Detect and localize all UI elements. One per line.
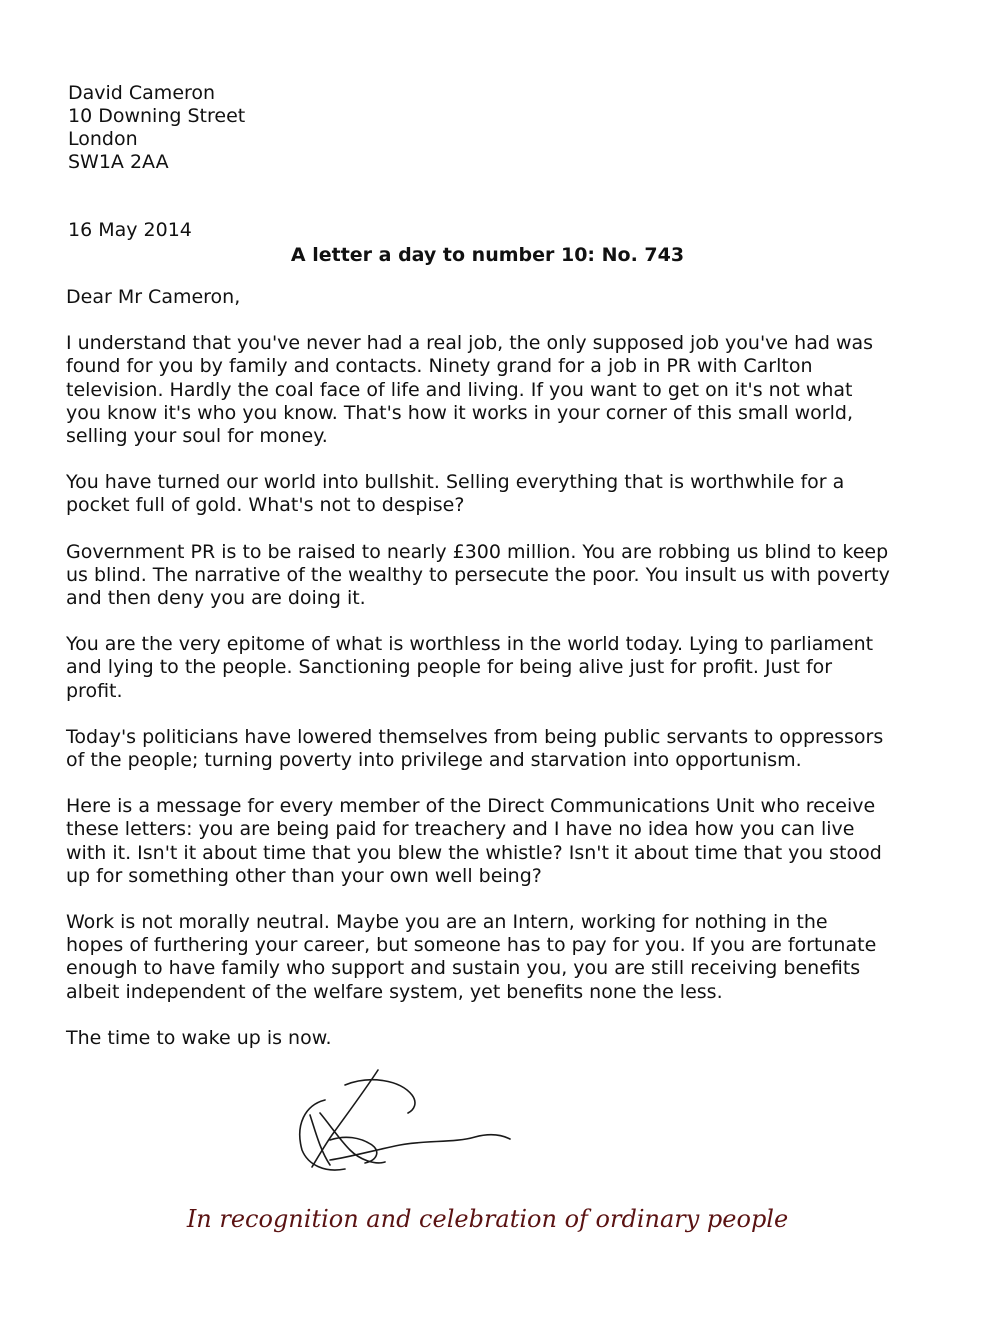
body-paragraph	[66, 726, 916, 772]
paragraph-line: hopes of furthering your career, but someone has to pay for you. If you are fortunate	[66, 934, 877, 957]
paragraph-line: television. Hardly the coal face of life and living. If you want to get on it's not what	[66, 378, 853, 401]
paragraph-line: and lying to the people. Sanctioning people for being alive just for profit. Just for	[66, 656, 833, 679]
paragraph-line: Here is a message for every member of the Direct Communications Unit who receive	[66, 795, 876, 818]
letter-date: 16 May 2014	[68, 219, 192, 241]
body-paragraph	[66, 332, 916, 448]
body-paragraph	[66, 541, 916, 611]
paragraph-line: and then deny you are doing it.	[66, 587, 366, 610]
paragraph-line: Work is not morally neutral. Maybe you are an Intern, working for nothing in the	[66, 911, 828, 934]
paragraph-line: us blind. The narrative of the wealthy to persecute the poor. You insult us with poverty	[66, 563, 890, 586]
paragraph-line: Government PR is to be raised to nearly £300 million. You are robbing us blind to keep	[66, 540, 889, 563]
paragraph-line: pocket full of gold. What's not to despise?	[66, 494, 465, 517]
paragraph-line: with it. Isn't it about time that you blew the whistle? Isn't it about time that you stood	[66, 841, 882, 864]
recipient-name: David Cameron	[68, 82, 216, 104]
paragraph-line: profit.	[66, 679, 123, 702]
paragraph-line: these letters: you are being paid for treachery and I have no idea how you can live	[66, 818, 855, 841]
paragraph-line: You have turned our world into bullshit. Selling everything that is worthwhile for a	[66, 471, 845, 494]
paragraph-line: The time to wake up is now.	[66, 1026, 332, 1049]
body-paragraph	[66, 633, 916, 703]
letter-paragraphs	[66, 332, 916, 1050]
paragraph-line: up for something other than your own well being?	[66, 864, 542, 887]
recipient-postcode: SW1A 2AA	[68, 151, 169, 173]
paragraph-line: you know it's who you know. That's how it works in your corner of this small world,	[66, 401, 853, 424]
signature	[290, 1065, 520, 1185]
recipient-address	[68, 82, 245, 174]
tagline: In recognition and celebration of ordinary people	[186, 1205, 789, 1233]
paragraph-line: of the people; turning poverty into privilege and starvation into opportunism.	[66, 749, 802, 772]
body-paragraph	[66, 795, 916, 888]
paragraph-line: Today's politicians have lowered themselves from being public servants to oppressors	[66, 725, 884, 748]
paragraph-line: found for you by family and contacts. Ninety grand for a job in PR with Carlton	[66, 355, 813, 378]
letter-heading: A letter a day to number 10: No. 743	[290, 244, 685, 266]
recipient-street: 10 Downing Street	[68, 105, 246, 127]
paragraph-line: enough to have family who support and sustain you, you are still receiving benefits	[66, 957, 861, 980]
letter-body	[66, 286, 916, 1073]
body-paragraph	[66, 471, 916, 517]
body-paragraph	[66, 1027, 916, 1050]
paragraph-line: You are the very epitome of what is worthless in the world today. Lying to parliament	[66, 633, 874, 656]
paragraph-line: albeit independent of the welfare system, yet benefits none the less.	[66, 980, 723, 1003]
paragraph-line: selling your soul for money.	[66, 425, 328, 448]
body-paragraph	[66, 911, 916, 1004]
recipient-city: London	[68, 128, 138, 150]
salutation: Dear Mr Cameron,	[66, 286, 241, 308]
paragraph-line: I understand that you've never had a real job, the only supposed job you've had was	[66, 332, 874, 355]
